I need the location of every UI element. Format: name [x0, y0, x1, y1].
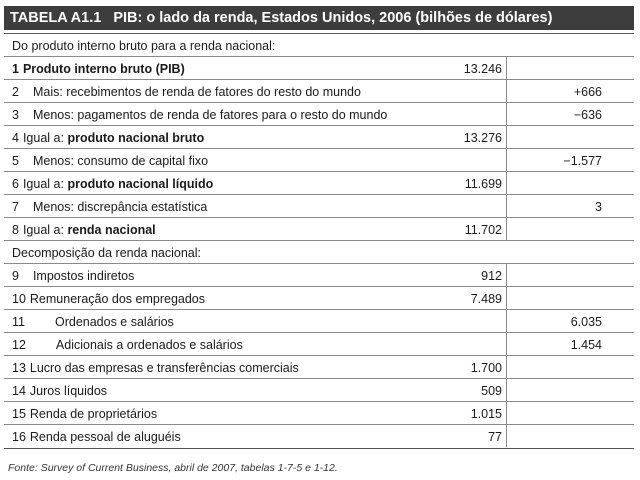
row-number: 8 [12, 223, 19, 237]
row-label [12, 264, 134, 286]
value-col2: 1.454 [570, 338, 602, 352]
row-text: Juros líquidos [29, 384, 108, 398]
table-title-text: PIB: o lado da renda, Estados Unidos, 2006 (bilhões de dólares) [113, 10, 553, 26]
row-number: 11 [12, 315, 25, 329]
row-label [12, 425, 181, 447]
table-row [4, 333, 634, 356]
row-number: 16 [12, 430, 26, 444]
value-col2: −1.577 [563, 154, 602, 168]
row-text: produto nacional bruto [67, 131, 205, 145]
footnote-source: Survey of Current Business [40, 462, 169, 474]
gdp-income-table [4, 33, 634, 449]
row-label [12, 57, 185, 79]
row-label [12, 333, 243, 355]
row-label [12, 126, 204, 148]
row-number: 2 [12, 85, 19, 99]
row-number: 15 [12, 407, 26, 421]
section-heading-row [4, 241, 634, 264]
row-label [12, 172, 213, 194]
table-row [4, 57, 634, 80]
table-row [4, 379, 634, 402]
row-text: renda nacional [67, 223, 156, 237]
row-prefix: Igual a: [22, 131, 68, 145]
table-row [4, 402, 634, 425]
row-number: 5 [12, 154, 19, 168]
value-col1 [444, 333, 507, 355]
row-label [12, 356, 299, 378]
section-heading: Do produto interno bruto para a renda nacional: [12, 39, 276, 53]
row-number: 13 [12, 361, 26, 375]
value-col2: +666 [573, 85, 602, 99]
row-text: produto nacional líquido [67, 177, 214, 191]
value-col1 [444, 149, 507, 171]
value-col1: 11.699 [444, 172, 507, 194]
row-text: Menos: consumo de capital fixo [32, 154, 209, 168]
table-row [4, 149, 634, 172]
row-text: Lucro das empresas e transferências comerciais [29, 361, 299, 375]
row-label [12, 287, 205, 309]
row-label [12, 34, 275, 56]
table-row [4, 218, 634, 241]
row-number: 3 [12, 108, 19, 122]
value-col1: 912 [444, 264, 507, 286]
table-row [4, 356, 634, 379]
footnote-suffix: , abril de 2007, tabelas 1-7-5 e 1-12. [168, 462, 338, 474]
row-label [12, 379, 107, 401]
source-footnote [8, 462, 338, 474]
value-col1: 11.702 [444, 218, 507, 240]
row-label [12, 218, 156, 240]
row-number: 10 [12, 292, 26, 306]
value-col1: 7.489 [444, 287, 507, 309]
value-col1 [444, 195, 507, 217]
row-label [12, 80, 361, 102]
row-number: 14 [12, 384, 26, 398]
value-col1 [444, 80, 507, 102]
table-row [4, 264, 634, 287]
table-row [4, 287, 634, 310]
row-number: 12 [12, 338, 26, 352]
row-prefix: Igual a: [22, 223, 68, 237]
row-number: 6 [12, 177, 19, 191]
table-number: TABELA A1.1 [10, 10, 102, 26]
value-col2: 6.035 [570, 315, 602, 329]
table-row [4, 80, 634, 103]
value-col1: 77 [444, 425, 507, 447]
row-label [12, 103, 387, 125]
value-col1 [444, 103, 507, 125]
value-col1: 13.276 [444, 126, 507, 148]
value-col1 [444, 310, 507, 332]
row-number: 1 [12, 62, 19, 76]
row-number: 9 [12, 269, 19, 283]
value-col1: 1.700 [444, 356, 507, 378]
table-row [4, 126, 634, 149]
row-text: Renda de proprietários [29, 407, 158, 421]
value-col2: −636 [573, 108, 602, 122]
section-heading-row [4, 34, 634, 57]
row-text: Ordenados e salários [54, 315, 174, 329]
row-label [12, 310, 174, 332]
row-number: 4 [12, 131, 19, 145]
table-title [4, 6, 634, 30]
value-col1: 1.015 [444, 402, 507, 424]
row-text: Impostos indiretos [32, 269, 135, 283]
table-row [4, 172, 634, 195]
value-col1: 13.246 [444, 57, 507, 79]
table-row [4, 425, 634, 448]
value-col2: 3 [595, 200, 602, 214]
row-text: Adicionais a ordenados e salários [55, 338, 243, 352]
footnote-prefix: Fonte: [8, 462, 41, 474]
section-heading: Decomposição da renda nacional: [12, 246, 202, 260]
row-text: Menos: discrepância estatística [32, 200, 208, 214]
table-row [4, 310, 634, 333]
row-number: 7 [12, 200, 19, 214]
value-col1: 509 [444, 379, 507, 401]
row-label [12, 195, 207, 217]
row-label [12, 149, 208, 171]
row-prefix: Igual a: [22, 177, 68, 191]
row-text: Mais: recebimentos de renda de fatores do resto do mundo [32, 85, 361, 99]
row-text: Remuneração dos empregados [29, 292, 206, 306]
row-text: Menos: pagamentos de renda de fatores para o resto do mundo [32, 108, 388, 122]
row-text: Produto interno bruto (PIB) [22, 62, 185, 76]
table-row [4, 195, 634, 218]
row-label [12, 402, 157, 424]
table-row [4, 103, 634, 126]
row-text: Renda pessoal de aluguéis [29, 430, 181, 444]
row-label [12, 241, 201, 263]
